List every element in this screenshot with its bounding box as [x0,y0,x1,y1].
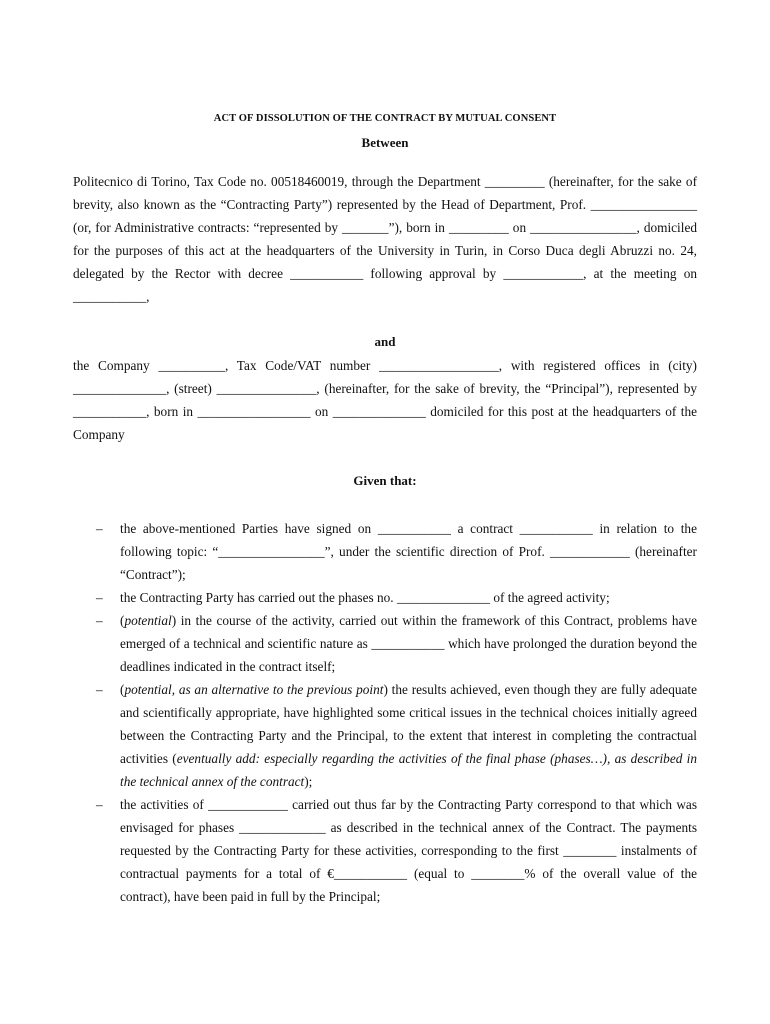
list-item-text [120,609,697,678]
list-item-rest: ) the results achieved, even though they are fully adequate and scientifically appropriate, have highlighted some critical issues in the technical choices initially agreed between the Contracting Party and the Principal, to the extent that interest in completing the contractual activities ( [120,682,697,766]
list-item-text: the above-mentioned Parties have signed on ___________ a contract ___________ in relation to the following topic: “________________”, under the scientific direction of Prof. ____________ (hereinafter “Contract”); [120,521,697,582]
given-that-heading: Given that: [353,473,417,488]
document-title: ACT OF DISSOLUTION OF THE CONTRACT BY MUTUAL CONSENT [213,113,557,124]
and-heading: and [374,334,396,349]
paren-open: ( [120,682,125,697]
list-item-rest: ) in the course of the activity, carried out within the framework of this Contract, problems have emerged of a technical and scientific nature as ___________ which have prolonged the duration beyond the deadlines indicated in the contract itself; [120,613,697,674]
list-dash: – [96,797,103,812]
list-dash: – [96,682,103,697]
italic-note: eventually add: especially regarding the activities of the final phase (phases…), as described in the technical annex of the contract [120,751,697,789]
list-item-rest: ); [304,774,313,789]
premises-list [0,517,770,908]
list-dash: – [96,613,103,628]
list-dash: – [96,521,103,536]
list-dash: – [96,590,103,605]
list-item [0,517,770,586]
italic-note: potential [124,613,172,628]
list-item-text [120,678,697,793]
list-item-text: the activities of ____________ carried out thus far by the Contracting Party correspond to that which was envisaged for phases _____________ as described in the technical annex of the Contract. The payments requested by the Contracting Party for these activities, corresponding to the first ________ instalments of contractual payments for a total of €___________ (equal to ________% of the overall value of the contract), have been paid in full by the Principal; [120,797,697,904]
paren-open: ( [120,613,125,628]
list-item-text: the Contracting Party has carried out the phases no. ______________ of the agreed activity; [120,590,610,605]
between-heading: Between [361,135,409,150]
list-item [0,586,770,609]
party-one-paragraph: Politecnico di Torino, Tax Code no. 00518460019, through the Department _________ (hereinafter, for the sake of brevity, also known as the “Contracting Party”) represented by the Head of Department, Prof. ________________ (or, for Administrative contracts: “represented by _______”), born in _________ on ________________, domiciled for the purposes of this act at the headquarters of the University in Turin, in Corso Duca degli Abruzzi no. 24, delegated by the Rector with decree ___________ following approval by ____________, at the meeting on ___________, [73,174,697,304]
list-item [0,678,770,793]
party-two-paragraph: the Company __________, Tax Code/VAT number __________________, with registered offices in (city) ______________, (street) _______________, (hereinafter, for the sake of brevity, the “Principal”), represented by ___________, born in _________________ on ______________ domiciled for this post at the headquarters of the Company [73,358,697,442]
list-item [0,609,770,678]
italic-note: potential, as an alternative to the previous point [124,682,384,697]
list-item [0,793,770,908]
